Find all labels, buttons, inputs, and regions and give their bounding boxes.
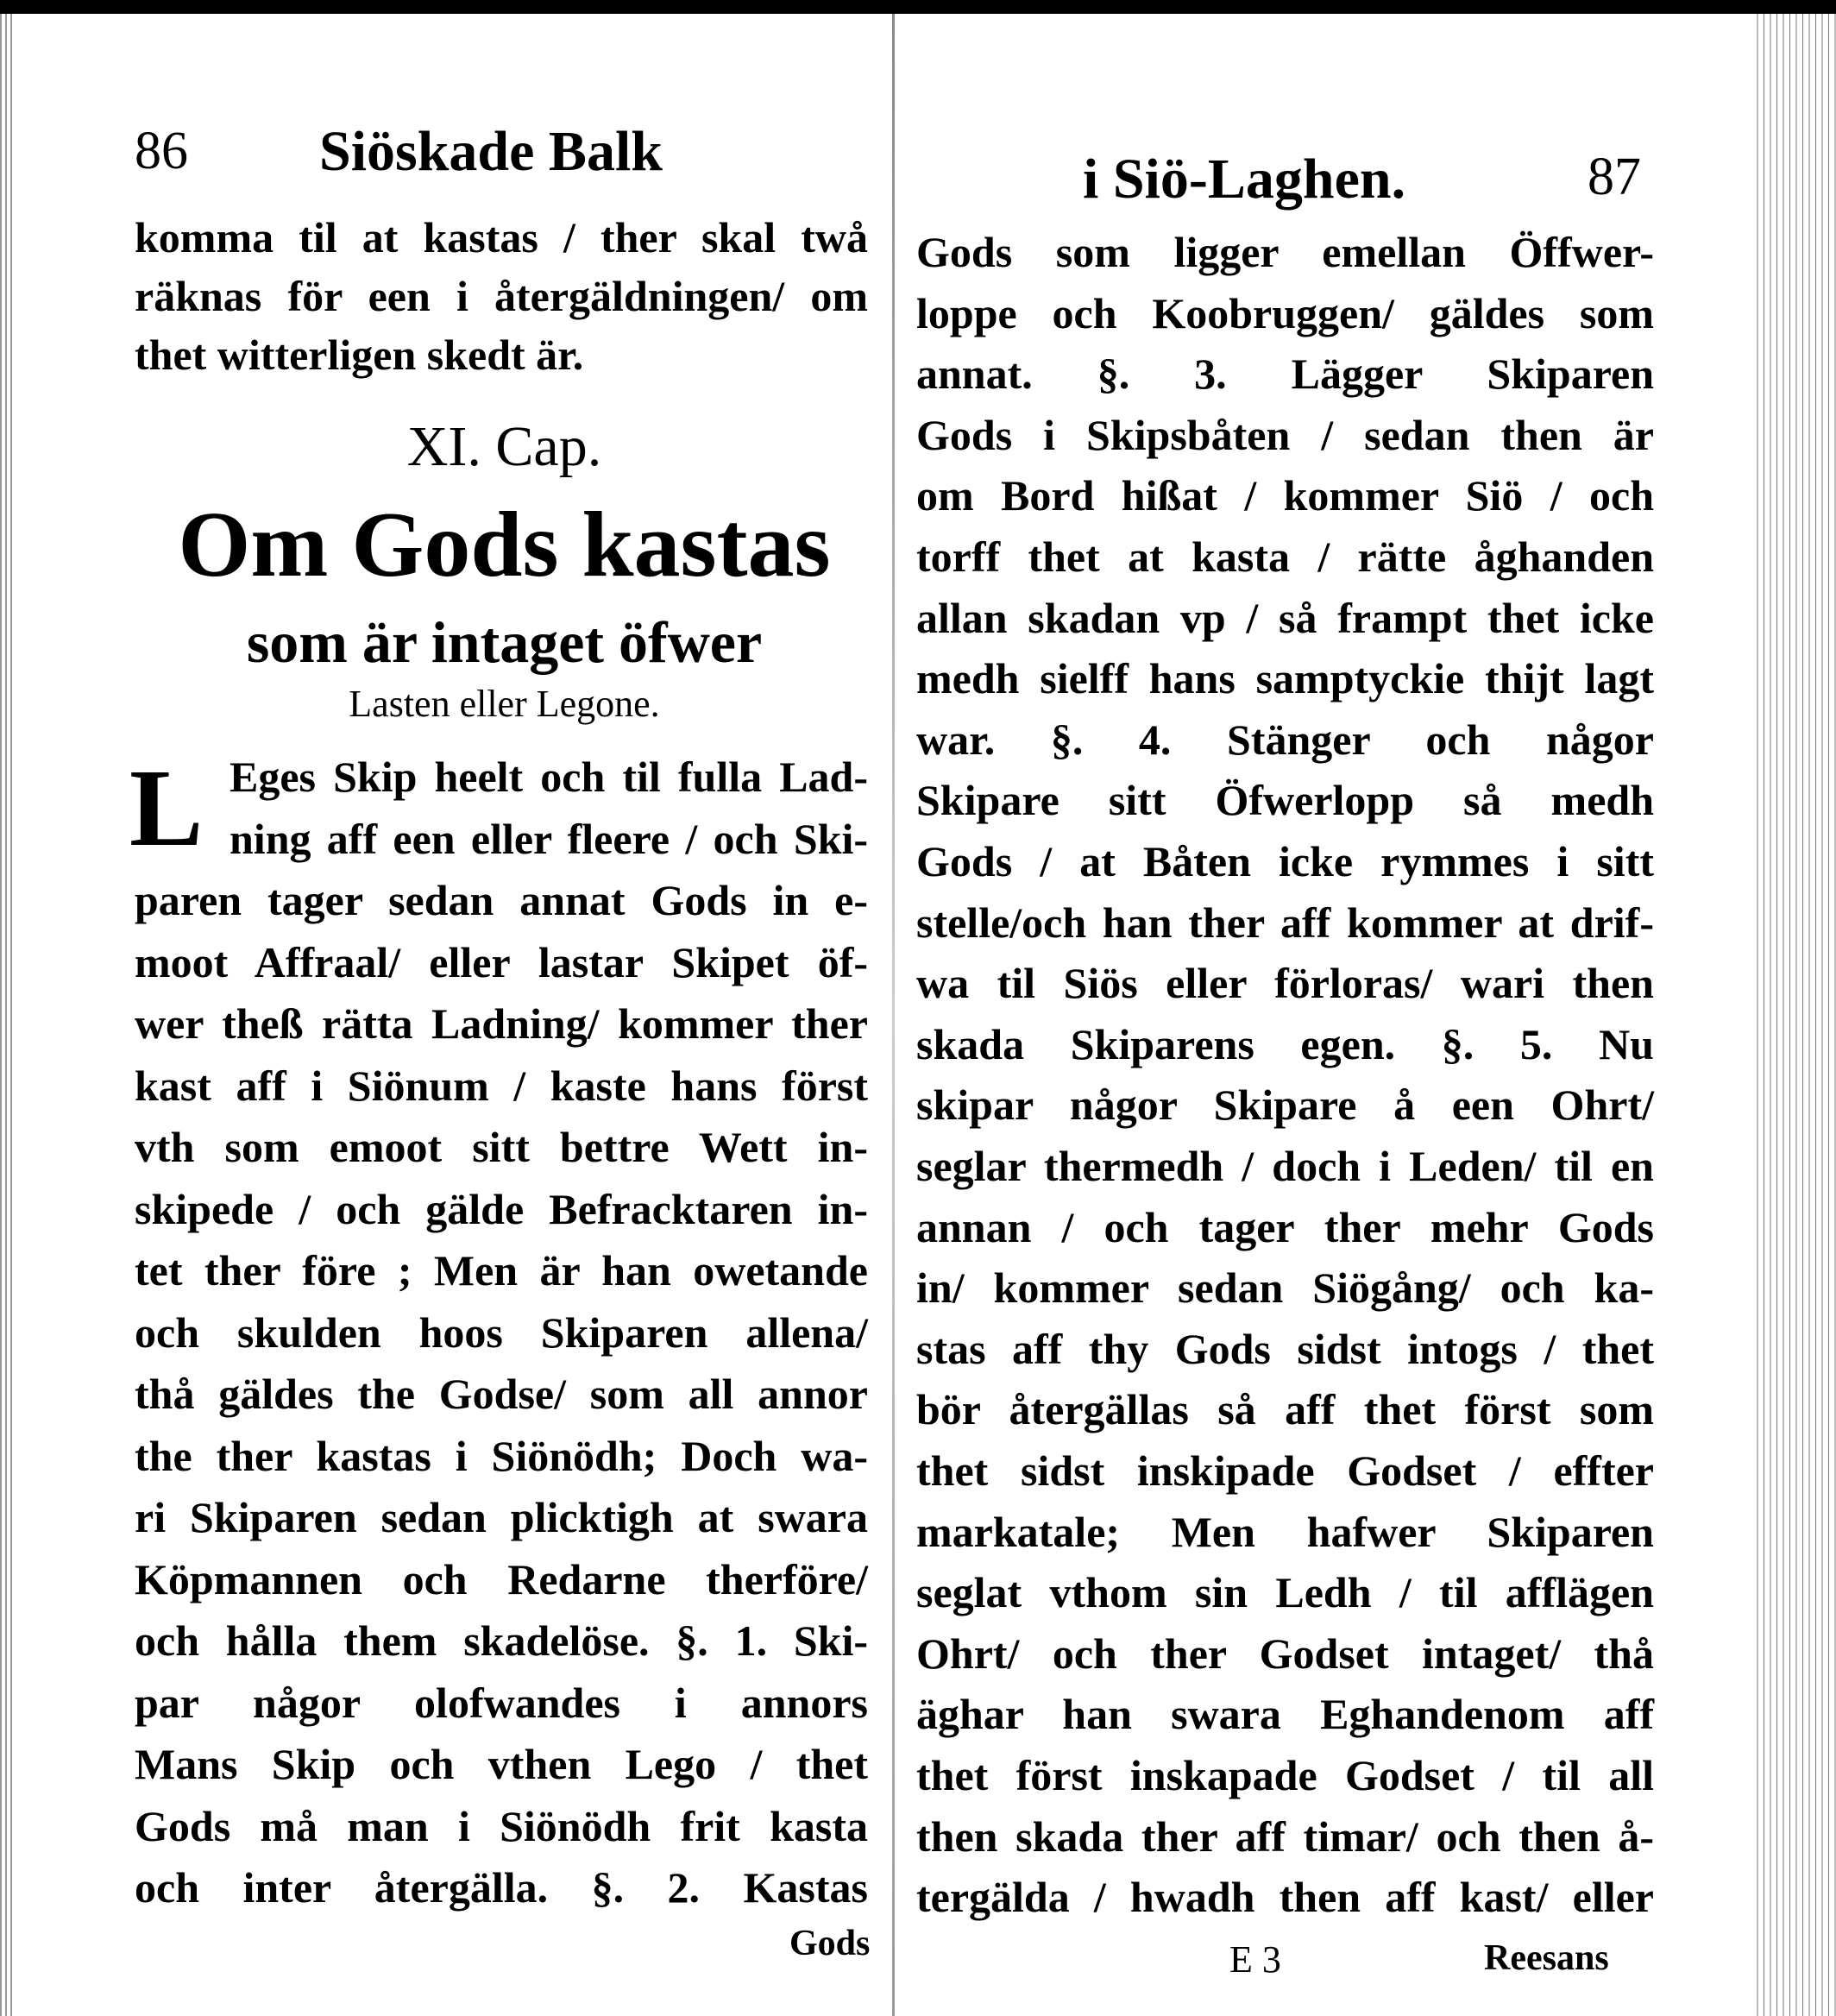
chapter-title: Om Gods kastas xyxy=(178,494,831,596)
book-gutter xyxy=(892,14,895,2016)
text-line: then skada ther aff timar/ och then å- xyxy=(916,1811,1654,1861)
signature-mark: E 3 xyxy=(1229,1938,1281,1981)
text-line: bör återgällas så aff thet först som xyxy=(916,1385,1654,1434)
text-line: Mans Skip och vthen Lego / thet xyxy=(135,1740,868,1788)
text-line: par någor olofwandes i annors xyxy=(135,1678,868,1727)
text-line: torff thet at kasta / rätte åghanden xyxy=(916,532,1654,581)
text-line: paren tager sedan annat Gods in e- xyxy=(135,876,868,924)
text-line: om Bord hißat / kommer Siö / och xyxy=(916,471,1654,520)
text-line: stas aff thy Gods sidst intogs / thet xyxy=(916,1324,1654,1373)
text-line: markatale; Men hafwer Skiparen xyxy=(916,1507,1654,1556)
text-line: annan / och tager ther mehr Gods xyxy=(916,1202,1654,1251)
page-number: 87 xyxy=(1588,148,1641,206)
running-head: Siöskade Balk xyxy=(319,120,663,183)
text-line: annat. §. 3. Lägger Skiparen xyxy=(916,350,1654,399)
text-line: ri Skiparen sedan plicktigh at swara xyxy=(135,1493,868,1541)
catchword: Reesans xyxy=(1484,1938,1609,1978)
text-line: Gods / at Båten icke rymmes i sitt xyxy=(916,837,1654,885)
text-line: och skulden hoos Skiparen allena/ xyxy=(135,1307,868,1357)
text-line: komma til at kastas / ther skal twå xyxy=(135,213,868,261)
page-number: 86 xyxy=(135,122,188,180)
text-line: thet witterligen skedt är. xyxy=(135,331,584,379)
text-line: Skipare sitt Öfwerlopp så medh xyxy=(916,776,1654,825)
text-line: war. §. 4. Stänger och någor xyxy=(916,715,1654,764)
running-head: i Siö-Laghen. xyxy=(1083,148,1406,211)
text-line: stelle/och han ther aff kommer at drif- xyxy=(916,898,1654,947)
text-line: medh sielff hans samptyckie thijt lagt xyxy=(916,654,1654,703)
scan-left-edge xyxy=(0,14,12,2016)
catchword: Gods xyxy=(789,1924,871,1963)
text-line: in/ kommer sedan Siögång/ och ka- xyxy=(916,1263,1654,1313)
text-line: och inter återgälla. §. 2. Kastas xyxy=(135,1863,868,1912)
text-line: skada Skiparens egen. §. 5. Nu xyxy=(916,1019,1654,1068)
text-line: allan skadan vp / så frampt thet icke xyxy=(916,593,1654,642)
text-line: Gods må man i Siönödh frit kasta xyxy=(135,1801,868,1850)
text-line: Köpmannen och Redarne therföre/ xyxy=(135,1554,868,1603)
chapter-subtitle-2: Lasten eller Legone. xyxy=(349,683,660,725)
chapter-number: XI. Cap. xyxy=(406,415,602,478)
text-line: ning aff een eller fleere / och Ski- xyxy=(230,814,868,863)
text-line: och hålla them skadelöse. §. 1. Ski- xyxy=(135,1616,868,1665)
text-line: seglar thermedh / doch i Leden/ til en xyxy=(916,1142,1654,1190)
text-line: Eges Skip heelt och til fulla Lad- xyxy=(230,753,868,801)
drop-cap: L xyxy=(129,747,204,869)
text-line: moot Affraal/ eller lastar Skipet öf- xyxy=(135,937,868,986)
text-line: vth som emoot sitt bettre Wett in- xyxy=(135,1123,868,1171)
text-line: loppe och Koobruggen/ gäldes som xyxy=(916,288,1654,337)
text-line: wa til Siös eller förloras/ wari then xyxy=(916,959,1654,1008)
text-line: seglat vthom sin Ledh / til afflägen xyxy=(916,1568,1654,1617)
scan-right-edge xyxy=(1751,14,1836,2016)
text-line: skipede / och gälde Befracktaren in- xyxy=(135,1184,868,1233)
text-line: skipar någor Skipare å een Ohrt/ xyxy=(916,1080,1654,1130)
text-line: äghar han swara Eghandenom aff xyxy=(916,1690,1654,1739)
text-line: thå gäldes the Godse/ som all annor xyxy=(135,1370,868,1418)
text-line: kast aff i Siönum / kaste hans först xyxy=(135,1061,868,1110)
scan-top-border xyxy=(0,0,1836,14)
text-line: Gods som ligger emellan Öffwer- xyxy=(916,228,1654,276)
text-line: tet ther före ; Men är han owetande xyxy=(135,1246,868,1295)
text-line: the ther kastas i Siönödh; Doch wa- xyxy=(135,1431,868,1480)
text-line: tergälda / hwadh then aff kast/ eller xyxy=(916,1873,1654,1922)
text-line: thet sidst inskipade Godset / effter xyxy=(916,1446,1654,1495)
text-line: thet först inskapade Godset / til all xyxy=(916,1751,1654,1799)
text-line: Ohrt/ och ther Godset intaget/ thå xyxy=(916,1629,1654,1678)
text-line: wer theß rätta Ladning/ kommer ther xyxy=(135,999,868,1048)
chapter-subtitle: som är intaget öfwer xyxy=(246,609,763,675)
text-line: Gods i Skipsbåten / sedan then är xyxy=(916,410,1654,459)
text-line: räknas för een i återgäldningen/ om xyxy=(135,272,868,320)
